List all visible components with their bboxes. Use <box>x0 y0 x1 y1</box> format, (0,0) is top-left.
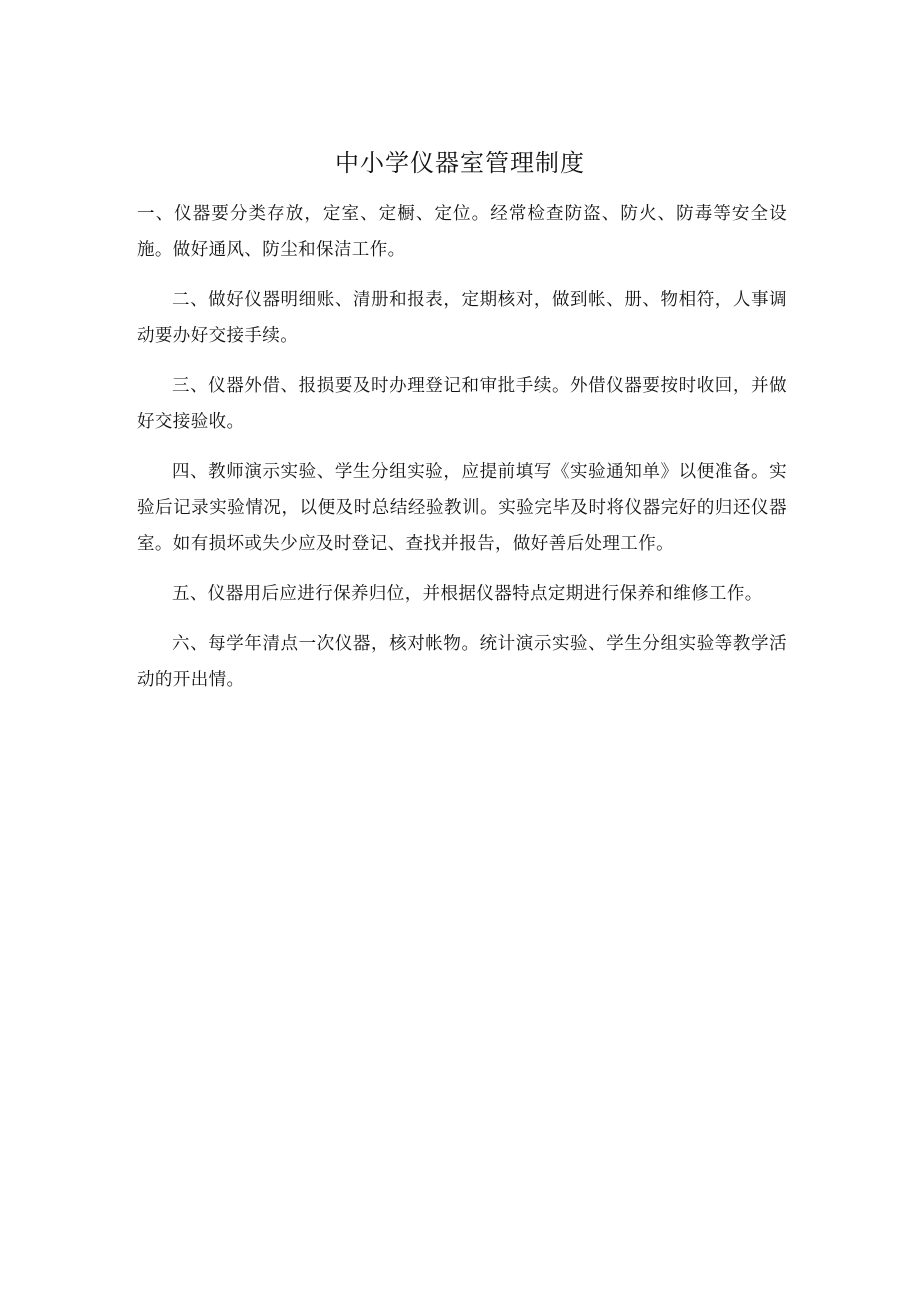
paragraph-2: 二、做好仪器明细账、清册和报表，定期核对，做到帐、册、物相符，人事调动要办好交接手续。 <box>137 290 787 346</box>
document-title: 中小学仪器室管理制度 <box>335 149 585 177</box>
paragraph-1: 一、仪器要分类存放，定室、定橱、定位。经常检查防盗、防火、防毒等安全设施。做好通风、防尘和保洁工作。 <box>137 204 787 260</box>
document-body <box>137 196 787 712</box>
paragraph-4: 四、教师演示实验、学生分组实验，应提前填写《实验通知单》以便准备。实验后记录实验情况，以便及时总结经验教训。实验完毕及时将仪器完好的归还仪器室。如有损坏或失少应及时登记、查找并报告，做好善后处理工作。 <box>137 462 787 554</box>
paragraph-3: 三、仪器外借、报损要及时办理登记和审批手续。外借仪器要按时收回，并做好交接验收。 <box>137 376 787 432</box>
paragraph-6: 六、每学年清点一次仪器，核对帐物。统计演示实验、学生分组实验等教学活动的开出情。 <box>137 634 787 690</box>
paragraph-5: 五、仪器用后应进行保养归位，并根据仪器特点定期进行保养和维修工作。 <box>172 584 763 604</box>
